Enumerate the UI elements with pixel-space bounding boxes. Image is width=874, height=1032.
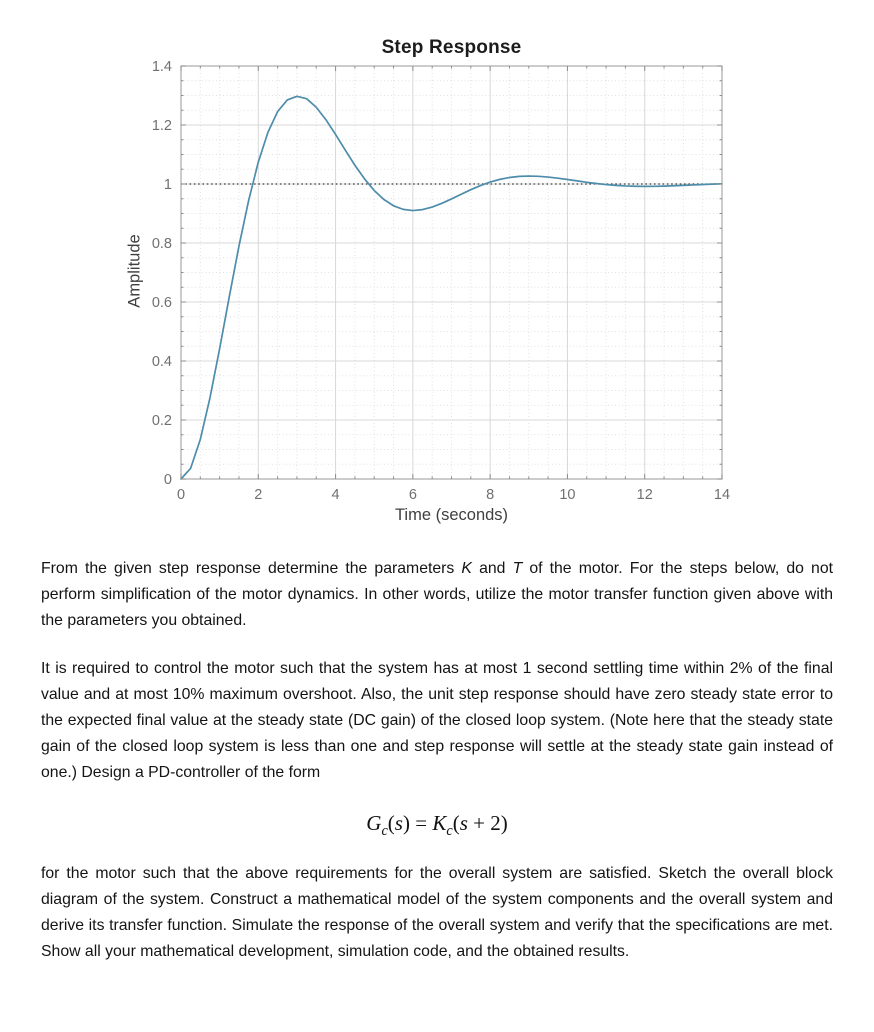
- x-tick-label: 6: [408, 487, 417, 503]
- y-tick-label: 1: [163, 177, 172, 193]
- chart-title: Step Response: [381, 37, 522, 58]
- y-tick-label: 0: [163, 472, 172, 488]
- y-axis-label: Amplitude: [125, 234, 144, 308]
- problem-text: [41, 556, 833, 987]
- x-tick-label: 10: [559, 487, 576, 503]
- y-tick-label: 0.2: [151, 413, 172, 429]
- y-tick-label: 1.2: [151, 118, 172, 134]
- x-tick-label: 4: [331, 487, 340, 503]
- paragraph-instructions: for the motor such that the above requirements for the overall system are satisfied. Sketch the overall block diagram of the system. Construct a mathematical model of the system components and the overall system and derive its transfer function. Simulate the response of the overall system and verify that the specifications are met. Show all your mathematical development, simulation code, and the obtained results.: [41, 865, 833, 960]
- y-tick-label: 0.6: [151, 295, 172, 311]
- controller-equation: $G_c(s) = K_c(s + 2)$: [366, 811, 508, 840]
- paragraph-requirements: It is required to control the motor such that the system has at most 1 second settling time within 2% of the final value and at most 10% maximum overshoot. Also, the unit step response should have zero steady state error to the expected final value at the steady state (DC gain) of the closed loop system. (Note here that the steady state gain of the closed loop system is less than one and step response will settle at the steady state gain instead of one.) Design a PD-controller of the form: [41, 660, 833, 781]
- y-tick-label: 0.8: [151, 236, 172, 252]
- paragraph-motor-parameters: From the given step response determine the parameters K and T of the motor. For the steps below, do not perform simplification of the motor dynamics. In other words, utilize the motor transfer function given above with the parameters you obtained.: [41, 560, 833, 629]
- x-tick-label: 12: [636, 487, 653, 503]
- y-tick-label: 0.4: [151, 354, 172, 370]
- x-axis-label: Time (seconds): [394, 506, 509, 524]
- x-tick-label: 14: [713, 487, 731, 503]
- x-tick-label: 0: [176, 487, 186, 503]
- x-tick-label: 2: [254, 487, 263, 503]
- x-tick-label: 8: [486, 487, 495, 503]
- y-tick-label: 1.4: [151, 59, 172, 75]
